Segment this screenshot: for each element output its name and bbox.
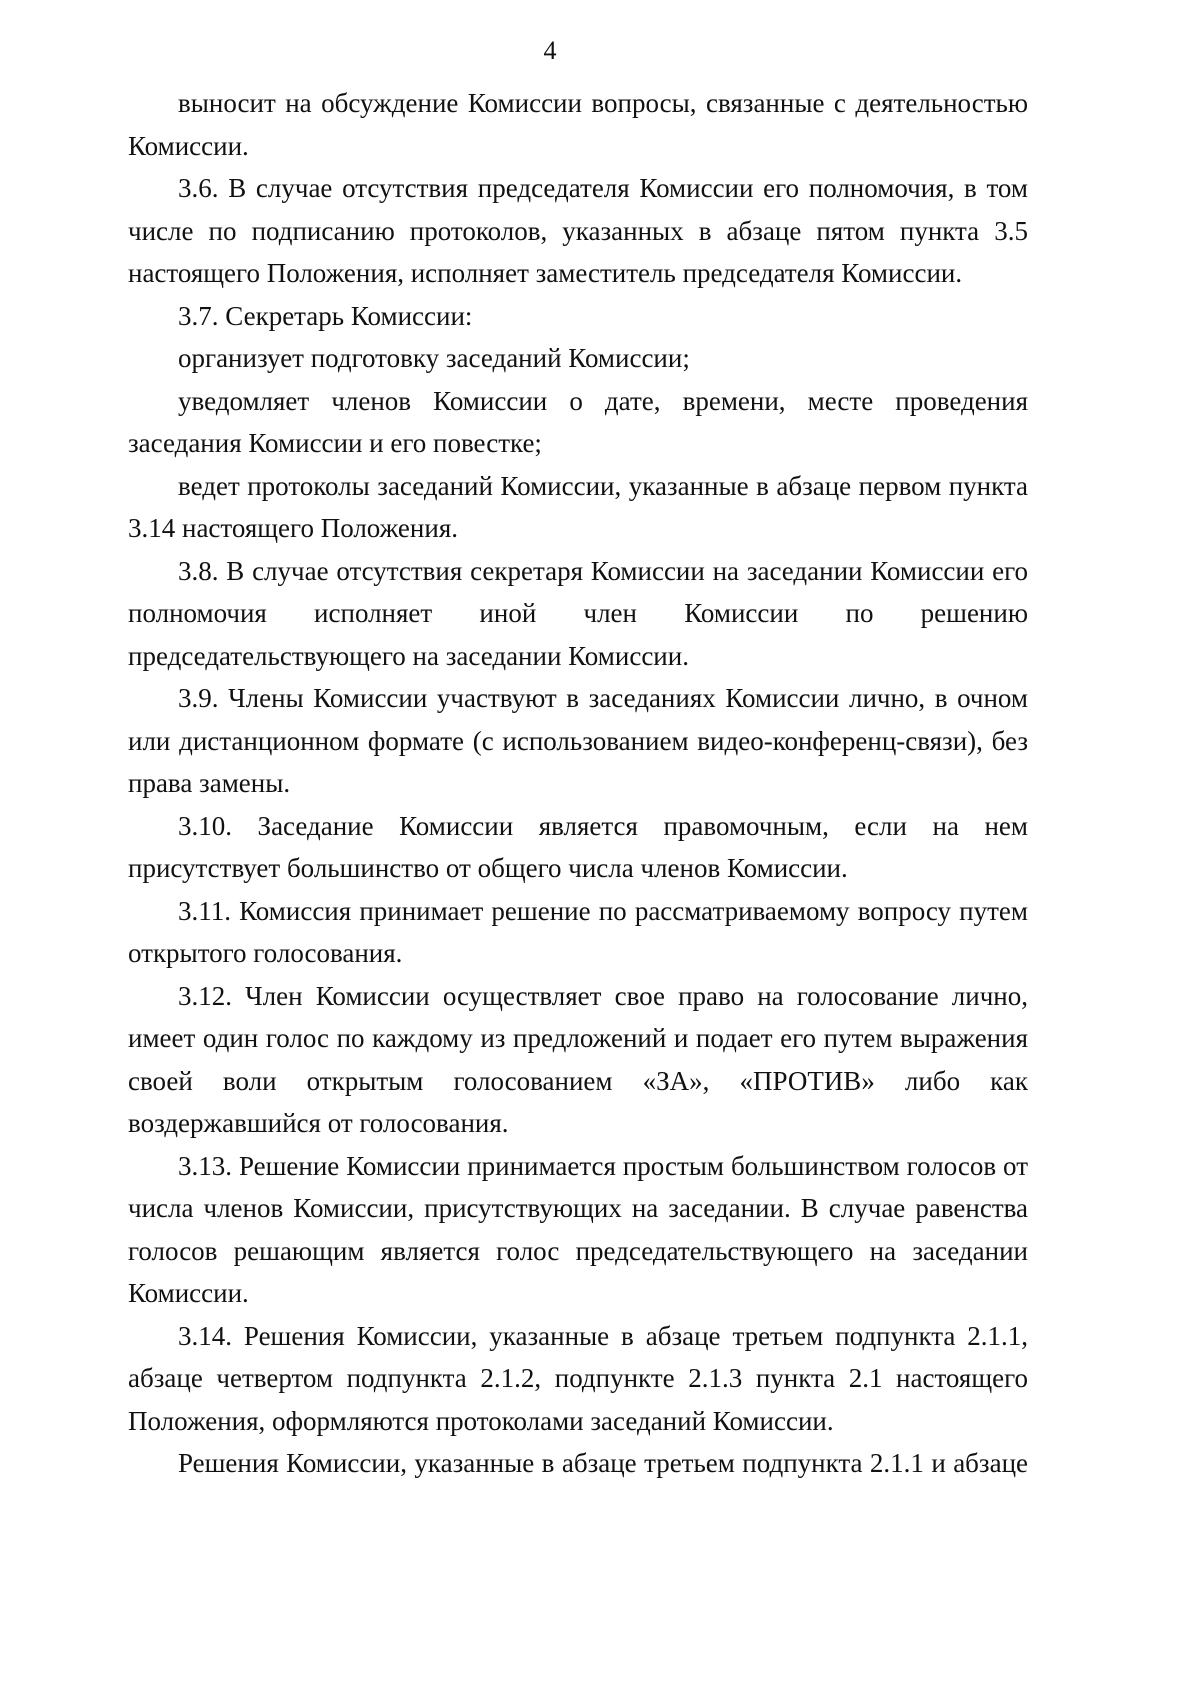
paragraph-3-14-continued: Решения Комиссии, указанные в абзаце третьем подпункта 2.1.1 и абзаце	[178, 1448, 1028, 1478]
paragraph-3-7: 3.7. Секретарь Комиссии:	[178, 300, 473, 331]
paragraph-3-13: 3.13. Решение Комиссии принимается простым большинством голосов от числа членов Комиссии, присутствующих на заседании. В случае равенства голосов решающим является голос председательствующего на заседании Комиссии.	[128, 1150, 1028, 1308]
paragraph-3-10: 3.10. Заседание Комиссии является правомочным, если на нем присутствует большинство от общего числа членов Комиссии.	[128, 810, 1028, 883]
paragraph-3-12: 3.12. Член Комиссии осуществляет свое право на голосование лично, имеет один голос по каждому из предложений и подает его путем выражения своей воли открытым голосованием «ЗА», «ПРОТИВ» либо как воздержавшийся от голосования.	[128, 980, 1028, 1138]
paragraph-3-8: 3.8. В случае отсутствия секретаря Комиссии на заседании Комиссии его полномочия исполняет иной член Комиссии по решению председательствующего на заседании Комиссии.	[128, 555, 1028, 671]
page-number: 4	[543, 36, 557, 65]
paragraph-continuation: выносит на обсуждение Комиссии вопросы, связанные с деятельностью Комиссии.	[128, 88, 1028, 161]
paragraph-3-6: 3.6. В случае отсутствия председателя Комиссии его полномочия, в том числе по подписанию протоколов, указанных в абзаце пятом пункта 3.5 настоящего Положения, исполняет заместитель председателя Комиссии.	[128, 173, 1028, 288]
document-body	[128, 82, 1028, 1485]
paragraph-3-11: 3.11. Комиссия принимает решение по рассматриваемому вопросу путем открытого голосования.	[128, 895, 1028, 968]
paragraph-3-7-item-3: ведет протоколы заседаний Комиссии, указанные в абзаце первом пункта 3.14 настоящего Положения.	[128, 470, 1028, 543]
paragraph-3-14: 3.14. Решения Комиссии, указанные в абзаце третьем подпункта 2.1.1, абзаце четвертом подпункта 2.1.2, подпункте 2.1.3 пункта 2.1 настоящего Положения, оформляются протоколами заседаний Комиссии.	[128, 1320, 1028, 1436]
paragraph-3-9: 3.9. Члены Комиссии участвуют в заседаниях Комиссии лично, в очном или дистанционном формате (с использованием видео-конференц-связи), без права замены.	[128, 683, 1028, 798]
paragraph-3-7-item-1: организует подготовку заседаний Комиссии;	[178, 343, 690, 373]
paragraph-3-7-item-2: уведомляет членов Комиссии о дате, времени, месте проведения заседания Комиссии и его повестке;	[128, 385, 1028, 458]
